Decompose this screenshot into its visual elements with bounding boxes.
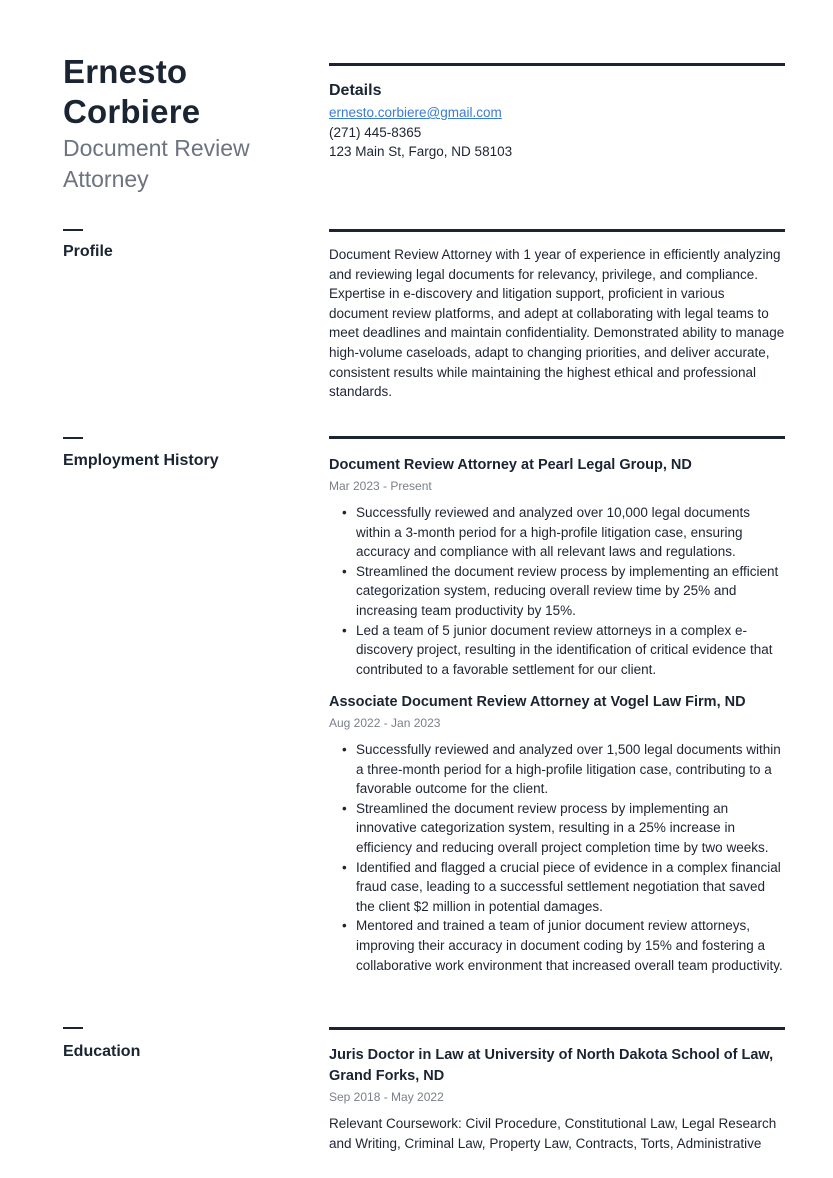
profile-summary: Document Review Attorney with 1 year of experience in efficiently analyzing and reviewing legal documents for relevancy, privilege, and compliance. Expertise in e-discovery and litigation support, proficient in various document review platforms, and adept at collaborating with legal teams to meet deadlines and maintain confidentiality. Demonstrated ability to manage high-volume caseloads, adapt to changing priorities, and deliver accurate, consistent results while maintaining the highest ethical and professional standards. — [329, 247, 785, 400]
profile-divider — [329, 229, 785, 232]
job-title — [63, 133, 293, 195]
coursework-text: Relevant Coursework: Civil Procedure, Constitutional Law, Legal Research and Writing, Criminal Law, Property Law, Contracts, Torts, Administrative — [329, 1116, 777, 1151]
address-text: 123 Main St, Fargo, ND 58103 — [329, 144, 513, 159]
job-achievements — [329, 503, 785, 679]
profile-heading: Profile — [63, 243, 113, 260]
details-divider — [329, 63, 785, 66]
degree-heading: Juris Doctor in Law at University of North Dakota School of Law, Grand Forks, ND — [329, 1047, 774, 1084]
list-item: • Successfully reviewed and analyzed over 10,000 legal documents within a 3-month period for a high-profile litigation case, ensuring accuracy and compliance with all relevant laws and regulations. — [329, 503, 785, 562]
list-item: • Identified and flagged a crucial piece of evidence in a complex financial fraud case, leading to a successful settlement negotiation that saved the client $2 million in potential damages. — [329, 858, 785, 917]
candidate-name — [63, 52, 293, 132]
list-item: • Streamlined the document review process by implementing an innovative categorization system, resulting in a 25% increase in efficiency and reducing overall project completion time by two weeks. — [329, 799, 785, 858]
name-last: Corbiere — [63, 93, 201, 130]
job-title-line2: Attorney — [63, 166, 149, 192]
phone-text: (271) 445-8365 — [329, 124, 422, 140]
employment-dash — [63, 437, 83, 439]
degree-dates: Sep 2018 - May 2022 — [329, 1090, 444, 1104]
details-heading: Details — [329, 82, 382, 99]
job-heading: Document Review Attorney at Pearl Legal Group, ND — [329, 457, 692, 473]
job-title-line1: Document Review — [63, 135, 250, 161]
job-heading: Associate Document Review Attorney at Vogel Law Firm, ND — [329, 694, 746, 710]
education-entry — [329, 1045, 785, 1153]
job-entry-1 — [329, 455, 785, 679]
email-link[interactable]: ernesto.corbiere@gmail.com — [329, 105, 502, 120]
education-heading: Education — [63, 1043, 141, 1060]
list-item: • Successfully reviewed and analyzed over 1,500 legal documents within a three-month period for a high-profile litigation case, contributing to a favorable outcome for the client. — [329, 740, 785, 799]
profile-dash — [63, 229, 83, 231]
job-dates: Mar 2023 - Present — [329, 479, 432, 493]
list-item: • Led a team of 5 junior document review attorneys in a complex e-discovery project, resulting in the identification of critical evidence that contributed to a favorable settlement for our client. — [329, 621, 785, 680]
list-item: • Streamlined the document review process by implementing an efficient categorization system, reducing overall review time by 25% and increasing team productivity by 15%. — [329, 562, 785, 621]
education-dash — [63, 1027, 83, 1029]
job-achievements — [329, 740, 785, 975]
job-dates: Aug 2022 - Jan 2023 — [329, 716, 441, 730]
name-first: Ernesto — [63, 53, 188, 90]
list-item: • Mentored and trained a team of junior document review attorneys, improving their accuracy in document coding by 15% and fostering a collaborative work environment that increased overall team productivity. — [329, 916, 785, 975]
contact-block — [329, 103, 785, 162]
employment-heading: Employment History — [63, 452, 219, 469]
education-divider — [329, 1027, 785, 1030]
employment-divider — [329, 436, 785, 439]
job-entry-2 — [329, 692, 785, 975]
